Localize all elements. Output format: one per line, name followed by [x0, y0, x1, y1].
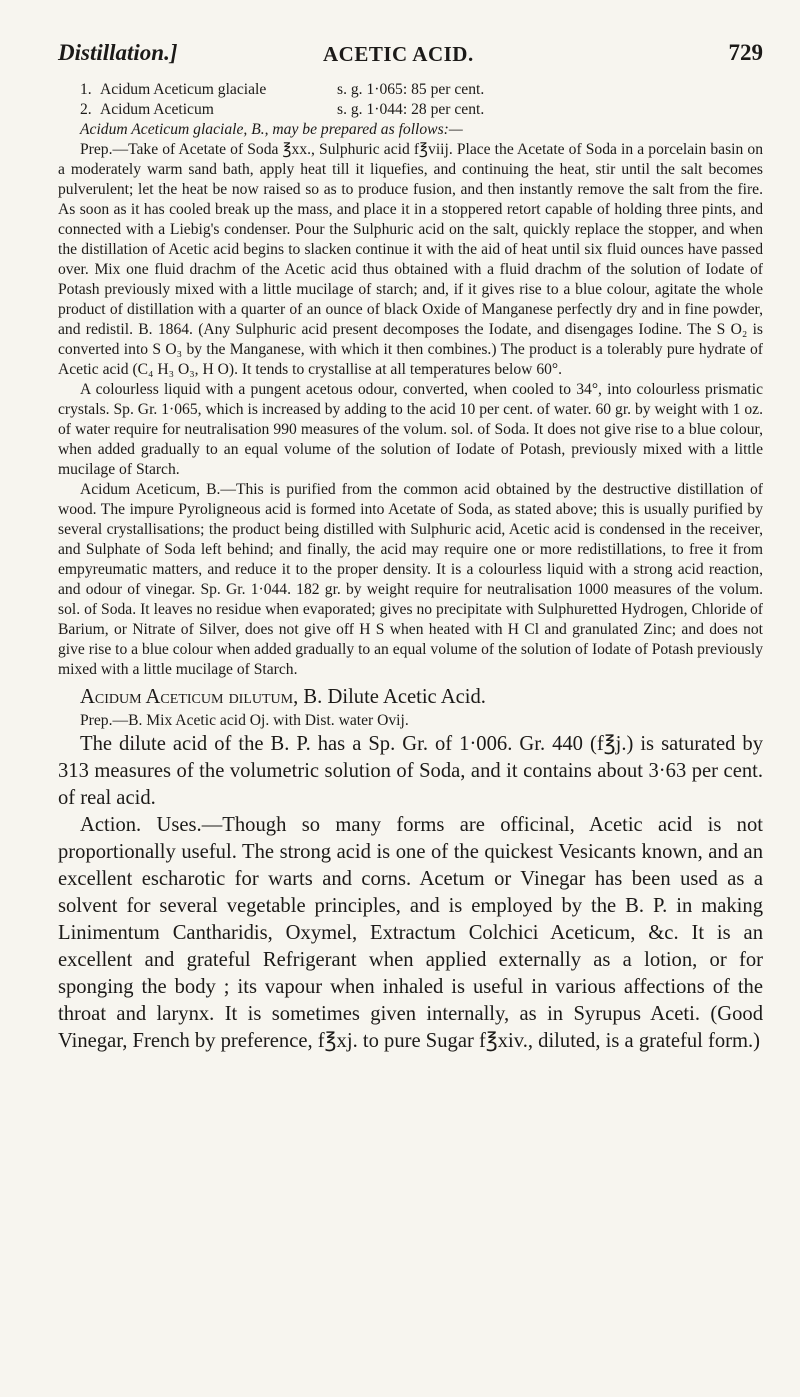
variety-line: 1. Acidum Aceticum glaciale s. g. 1·065: 85 per cent. [80, 81, 485, 98]
dilutum-heading [80, 683, 763, 711]
dilutum-english-title: Dilute Acetic Acid. [327, 686, 486, 708]
dilutum-description: The dilute acid of the B. P. has a Sp. Gr. of 1·006. Gr. 440 (f℥j.) is saturated by 313 measures of the volumetric solution of Soda, and it contains about 3·63 per cent. of real acid. [58, 733, 763, 809]
action-uses-paragraph: Action. Uses.—Though so many forms are officinal, Acetic acid is not proportionally useful. The strong acid is one of the quickest Vesicants known, and an excellent escharotic for warts and corns. Acetum or Vinegar has been used as a solvent for several vegetable principles, and is employed by the B. P. in making Linimentum Cantharidis, Oxymel, Extractum Colchici Aceticum, &c. It is an excellent and grateful Refrigerant when applied externally as a lotion, or for sponging the body ; its vapour when inhaled is useful in various affections of the throat and larynx. It is sometimes given internally, as in Syrupus Aceti. (Good Vinegar, French by preference, f℥xj. to pure Sugar f℥xiv., diluted, is a grateful form.) [58, 814, 763, 1052]
header-section: Distillation.] [58, 40, 178, 65]
page-number: 729 [728, 40, 763, 65]
glaciale-intro: Acidum Aceticum glaciale, B., may be prepared as follows:— [80, 121, 463, 138]
glaciale-description: A colourless liquid with a pungent acetous odour, converted, when cooled to 34°, into colourless prismatic crystals. Sp. Gr. 1·065, which is increased by adding to the acid 10 per cent. of water. 60 gr. by weight with 1 oz. of water require for neutralisation 990 measures of the volum. sol. of Soda. It does not give rise to a blue colour, when added gradually to an equal volume of the solution of Iodate of Potash, previously mixed with a little mucilage of Starch. [58, 381, 763, 478]
dilutum-prep-block [58, 711, 763, 731]
glaciale-prep: Prep.—Take of Acetate of Soda ℥xx., Sulphuric acid f℥viij. Place the Acetate of Soda in a porcelain basin on a moderately warm sand bath, apply heat till it liquefies, and continuing the heat, stir until the salt becomes pulverulent; let the heat be now raised so as to produce fusion, and then instantly remove the salt from the fire. As soon as it has cooled break up the mass, and place it in a stoppered retort capable of holding three pints, and connected with a Liebig's condenser. Pour the Sulphuric acid on the salt, quickly replace the stopper, and when the distillation of Acetic acid begins to slacken continue it with the aid of heat until six fluid ounces have passed over. Mix one fluid drachm of the Acetic acid thus obtained with a fluid drachm of the solution of Iodate of Potash previously mixed with a little mucilage of starch; and, if it gives rise to a blue colour, agitate the whole product of distillation with a quarter of an ounce of black Oxide of Manganese perfectly dry and in fine powder, and redistil. B. 1864. (Any Sulphuric acid present decomposes the Iodate, and disengages Iodine. The S O₂ is converted into S O₃ by the Manganese, with which it then combines.) The product is a tolerably pure hydrate of Acetic acid (C₄ H₃ O₃, H O). It tends to crystallise at all temperatures below 60°. [58, 141, 763, 378]
large-print-section [58, 731, 763, 1055]
aceticum-paragraph: Acidum Aceticum, B.—This is purified from the common acid obtained by the destructive distillation of wood. The impure Pyroligneous acid is formed into Acetate of Soda, as stated above; this is usually purified by several crystallisations; the product being distilled with Sulphuric acid, Acetic acid is condensed in the receiver, and Sulphate of Soda left behind; and finally, the acid may require one or more redistillations, to free it from empyreumatic matters, and reduce it to the proper density. It is a colourless liquid with a strong acid reaction, and odour of vinegar. Sp. Gr. 1·044. 182 gr. by weight require for neutralisation 1000 measures of the volum. sol. of Soda. It leaves no residue when evaporated; gives no precipitate with Sulphuretted Hydrogen, Chloride of Barium, or Nitrate of Silver, does not give off H S when heated with H Cl and granulated Zinc; and does not give rise to a blue colour when added gradually to an equal volume of the solution of Iodate of Potash previously mixed with a little mucilage of Starch. [58, 481, 764, 678]
running-header [58, 40, 763, 80]
dilutum-prep: Prep.—B. Mix Acetic acid Oj. with Dist. water Ovij. [80, 712, 409, 729]
book-page [58, 40, 763, 1055]
header-title: ACETIC ACID. [323, 42, 474, 66]
dilutum-latin-title: Acidum Aceticum dilutum, B. [80, 686, 323, 708]
variety-line: 2. Acidum Aceticum s. g. 1·044: 28 per cent. [80, 101, 485, 118]
small-print-section [58, 80, 763, 680]
